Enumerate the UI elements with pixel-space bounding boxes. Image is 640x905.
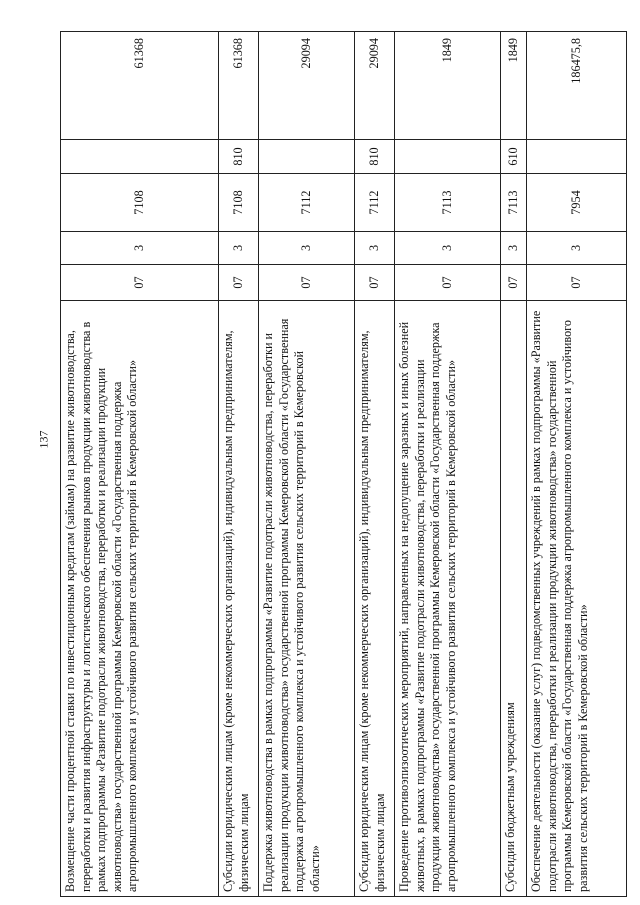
- row-section: 07: [219, 265, 259, 301]
- row-description: Субсидии бюджетным учреждениям: [501, 301, 527, 897]
- table-row: [259, 32, 355, 897]
- row-target: 7112: [355, 174, 395, 232]
- row-subsection: 3: [527, 232, 627, 265]
- row-description: Обеспечение деятельности (оказание услуг) подведомственных учреждений в рамках подпрограммы «Развитие подотрасли животноводства, переработки и реализации продукции животноводства» государственной программы Кемеровской области «Государственная поддержка агропромышленного комплекса и устойчивого развития сельских территорий в Кемеровской области»: [527, 301, 627, 897]
- row-type: 810: [219, 140, 259, 174]
- row-section: 07: [259, 265, 355, 301]
- row-amount: 61368: [219, 32, 259, 140]
- table-row: [61, 32, 219, 897]
- row-amount: 1849: [395, 32, 501, 140]
- row-section: 07: [61, 265, 219, 301]
- row-description: Субсидии юридическим лицам (кроме некоммерческих организаций), индивидуальным предпринимателям, физическим лицам: [219, 301, 259, 897]
- row-subsection: 3: [61, 232, 219, 265]
- table-row: [219, 32, 259, 897]
- table-row: [527, 32, 627, 897]
- budget-table-container: [60, 32, 626, 897]
- row-type: [527, 140, 627, 174]
- row-type: 810: [355, 140, 395, 174]
- page-number: 137: [36, 430, 51, 449]
- row-target: 7113: [501, 174, 527, 232]
- row-subsection: 3: [501, 232, 527, 265]
- row-target: 7954: [527, 174, 627, 232]
- row-type: 610: [501, 140, 527, 174]
- row-type: [259, 140, 355, 174]
- row-description: Субсидии юридическим лицам (кроме некоммерческих организаций), индивидуальным предпринимателям, физическим лицам: [355, 301, 395, 897]
- row-description: Возмещение части процентной ставки по инвестиционным кредитам (займам) на развитие животноводства, переработки и развития инфраструктуры и логистического обеспечения рынков продукции животноводства в рамках подпрограммы «Развитие подотрасли животноводства, переработки и реализации продукции животноводства» государственной программы Кемеровской области «Государственная поддержка агропромышленного комплекса и устойчивого развития сельских территорий в Кемеровской области»: [61, 301, 219, 897]
- table-row: [395, 32, 501, 897]
- row-description: Проведение противоэпизоотических мероприятий, направленных на недопущение заразных и иных болезней животных, в рамках подпрограммы «Развитие подотрасли животноводства, переработки и реализации продукции животноводства» государственной программы Кемеровской области «Государственная поддержка агропромышленного комплекса и устойчивого развития сельских территорий в Кемеровской области»: [395, 301, 501, 897]
- table-row: [355, 32, 395, 897]
- budget-table: [60, 31, 627, 897]
- row-section: 07: [527, 265, 627, 301]
- row-type: [61, 140, 219, 174]
- row-amount: 1849: [501, 32, 527, 140]
- row-subsection: 3: [395, 232, 501, 265]
- table-row: [501, 32, 527, 897]
- row-target: 7112: [259, 174, 355, 232]
- row-section: 07: [501, 265, 527, 301]
- row-target: 7113: [395, 174, 501, 232]
- row-amount: 61368: [61, 32, 219, 140]
- row-section: 07: [355, 265, 395, 301]
- row-amount: 29094: [355, 32, 395, 140]
- row-description: Поддержка животноводства в рамках подпрограммы «Развитие подотрасли животноводства, переработки и реализации продукции животноводства» государственной программы Кемеровской области «Государственная поддержка агропромышленного комплекса и устойчивого развития сельских территорий в Кемеровской области»: [259, 301, 355, 897]
- row-amount: 29094: [259, 32, 355, 140]
- row-subsection: 3: [259, 232, 355, 265]
- row-target: 7108: [219, 174, 259, 232]
- row-type: [395, 140, 501, 174]
- row-section: 07: [395, 265, 501, 301]
- row-subsection: 3: [355, 232, 395, 265]
- row-target: 7108: [61, 174, 219, 232]
- row-subsection: 3: [219, 232, 259, 265]
- row-amount: 186475,8: [527, 32, 627, 140]
